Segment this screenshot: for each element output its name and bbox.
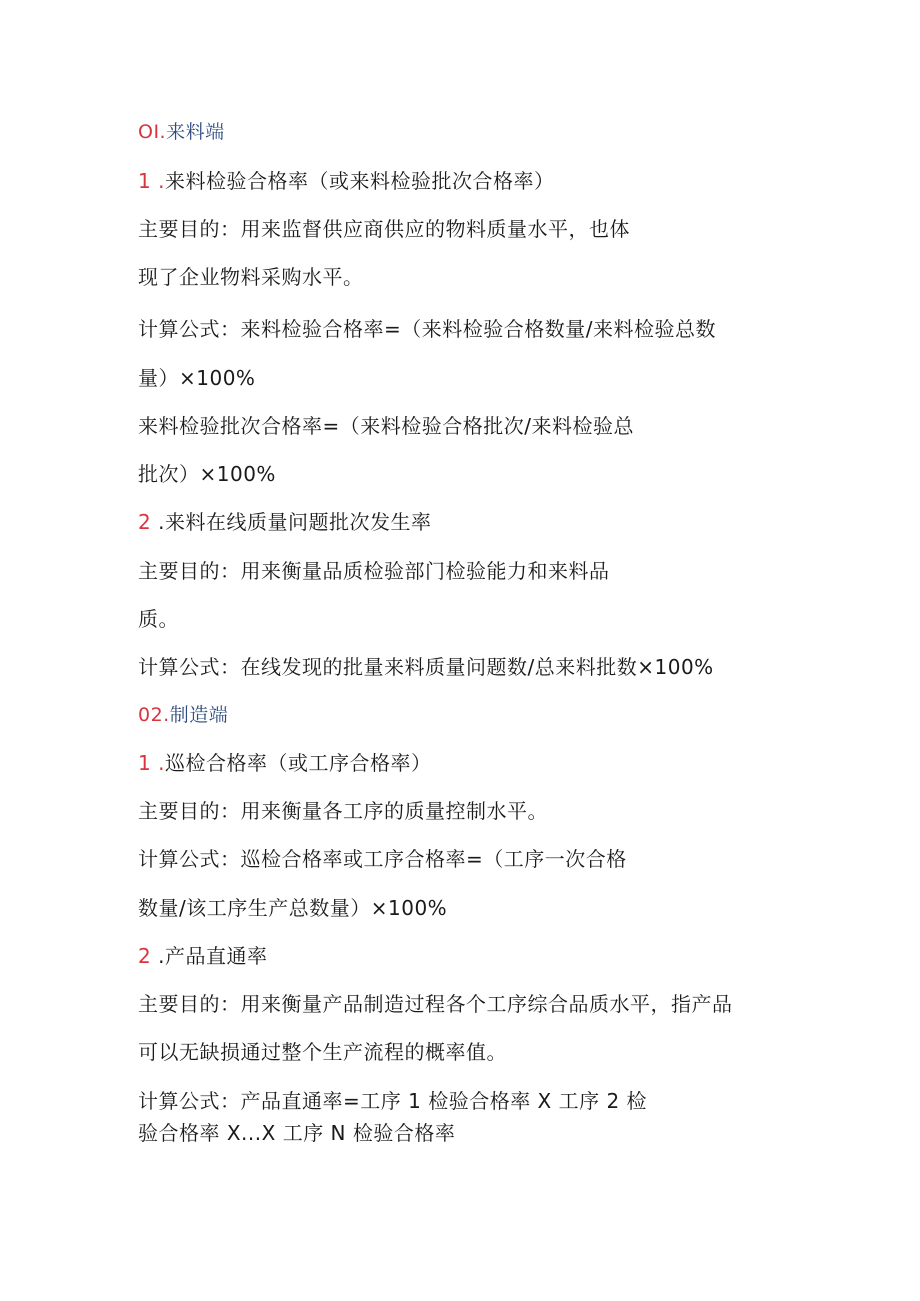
paragraph-line: 质。 [138, 607, 179, 631]
formula-line: 验合格率 X...X 工序 N 检验合格率 [138, 1121, 456, 1145]
paragraph-line: 主要目的：用来衡量产品制造过程各个工序综合品质水平，指产品 [138, 992, 733, 1016]
item-number: 2 [138, 510, 152, 534]
paragraph-line: 主要目的：用来衡量各工序的质量控制水平。 [138, 799, 548, 823]
paragraph-line: 主要目的：用来衡量品质检验部门检验能力和来料品 [138, 559, 610, 583]
section-heading-incoming [138, 119, 225, 145]
formula-line: 计算公式：在线发现的批量来料质量问题数/总来料批数×100% [138, 655, 714, 679]
item-number: 1 . [138, 751, 165, 775]
item-number: 2 [138, 944, 152, 968]
item-title: .产品直通率 [151, 944, 268, 968]
item-heading [138, 509, 431, 535]
formula-line: 计算公式：巡检合格率或工序合格率=（工序一次合格 [138, 847, 627, 871]
paragraph-line: 现了企业物料采购水平。 [138, 265, 364, 289]
item-number: 1 . [138, 169, 165, 193]
section-heading-manufacturing [138, 702, 228, 728]
formula-line: 数量/该工序生产总数量）×100% [138, 896, 448, 920]
paragraph-line: 主要目的：用来监督供应商供应的物料质量水平，也体 [138, 217, 630, 241]
item-title: 巡检合格率（或工序合格率） [164, 751, 432, 775]
item-title: .来料在线质量问题批次发生率 [151, 510, 432, 534]
item-title: 来料检验合格率（或来料检验批次合格率） [164, 169, 555, 193]
paragraph-line: 可以无缺损通过整个生产流程的概率值。 [138, 1040, 507, 1064]
formula-line: 计算公式：产品直通率=工序 1 检验合格率 X 工序 2 检 [138, 1089, 648, 1113]
item-heading [138, 943, 267, 969]
formula-line: 来料检验批次合格率=（来料检验合格批次/来料检验总 [138, 414, 634, 438]
section-title: 制造端 [169, 704, 229, 726]
formula-line: 量）×100% [138, 366, 256, 390]
section-number: OI. [138, 121, 167, 143]
formula-line: 批次）×100% [138, 462, 276, 486]
item-heading [138, 168, 554, 194]
section-number: 02. [138, 704, 170, 726]
item-heading [138, 750, 431, 776]
section-title: 来料端 [166, 121, 225, 143]
formula-line: 计算公式：来料检验合格率=（来料检验合格数量/来料检验总数 [138, 317, 716, 341]
